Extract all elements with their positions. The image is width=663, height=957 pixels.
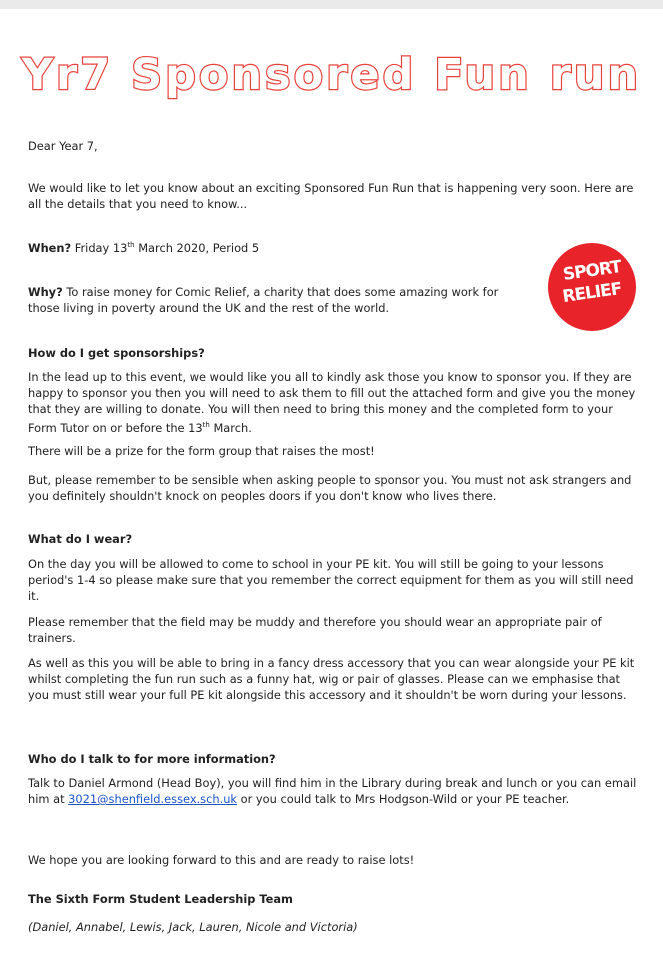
wear-paragraph-1: On the day you will be allowed to come to school in your PE kit. You will still be going to your lessons period's 1-4 so please make sure that you remember the correct equipment for them as you will still need it. bbox=[28, 557, 634, 603]
when-rest: March 2020, Period 5 bbox=[134, 240, 260, 255]
wear-paragraph-3: As well as this you will be able to bring in a fancy dress accessory that you can wear alongside your PE kit whilst completing the fun run such as a funny hat, wig or pair of glasses. Please can we emphasise that you must still wear your full PE kit alongside this accessory and it shouldn't be worn during your lessons. bbox=[28, 656, 635, 702]
sponsorship-heading: How do I get sponsorships? bbox=[28, 346, 205, 360]
when-day-suffix: th bbox=[127, 241, 135, 249]
why-text: To raise money for Comic Relief, a charity that does some amazing work for those living in poverty around the UK and the rest of the world. bbox=[28, 285, 499, 315]
logo-line-1: SPORT bbox=[561, 257, 623, 285]
wear-heading: What do I wear? bbox=[28, 532, 133, 546]
sponsorship-text: In the lead up to this event, we would like you all to kindly ask those you know to sponsor you. If they are happy to sponsor you then you will need to ask them to fill out the attached form and give you the money that they are willing to donate. You will then need to bring this money and the completed form to your Form Tutor on or before the 13 bbox=[28, 370, 636, 435]
why-paragraph bbox=[28, 284, 518, 316]
top-bar bbox=[0, 0, 663, 9]
signature: The Sixth Form Student Leadership Team bbox=[28, 892, 293, 906]
signature-names: (Daniel, Annabel, Lewis, Jack, Lauren, Nicole and Victoria) bbox=[28, 920, 358, 934]
greeting: Dear Year 7, bbox=[28, 139, 98, 153]
date-suffix: th bbox=[202, 421, 210, 429]
email-link[interactable]: 3021@shenfield.essex.sch.uk bbox=[68, 792, 238, 806]
intro-paragraph: We would like to let you know about an exciting Sponsored Fun Run that is happening very soon. Here are all the details that you need to know... bbox=[28, 181, 634, 211]
sponsorship-paragraph-2: There will be a prize for the form group that raises the most! bbox=[28, 444, 375, 458]
info-heading: Who do I talk to for more information? bbox=[28, 752, 276, 766]
sport-relief-logo bbox=[548, 243, 636, 331]
logo-line-2: RELIEF bbox=[561, 278, 623, 308]
info-paragraph bbox=[28, 775, 638, 807]
sponsorship-paragraph-3: But, please remember to be sensible when asking people to sponsor you. You must not ask strangers and you definitely shouldn't knock on peoples doors if you don't know who lives there. bbox=[28, 473, 632, 503]
when-day: Friday 13 bbox=[74, 240, 128, 255]
sponsorship-text-end: March. bbox=[209, 420, 252, 435]
why-label: Why? bbox=[28, 285, 63, 299]
when-label: When? bbox=[28, 240, 72, 255]
when-line bbox=[28, 237, 638, 256]
info-text-end: or you could talk to Mrs Hodgson-Wild or your PE teacher. bbox=[237, 792, 570, 806]
sponsorship-paragraph-1 bbox=[28, 369, 638, 436]
closing-line: We hope you are looking forward to this and are ready to raise lots! bbox=[28, 853, 415, 867]
info-text: Talk to Daniel Armond (Head Boy), you will find him in the Library during break and lunch or you can email him at bbox=[28, 776, 637, 806]
wear-paragraph-2: Please remember that the field may be muddy and therefore you should wear an appropriate pair of trainers. bbox=[28, 615, 602, 645]
page-title: Yr7 Sponsored Fun run bbox=[21, 50, 642, 100]
